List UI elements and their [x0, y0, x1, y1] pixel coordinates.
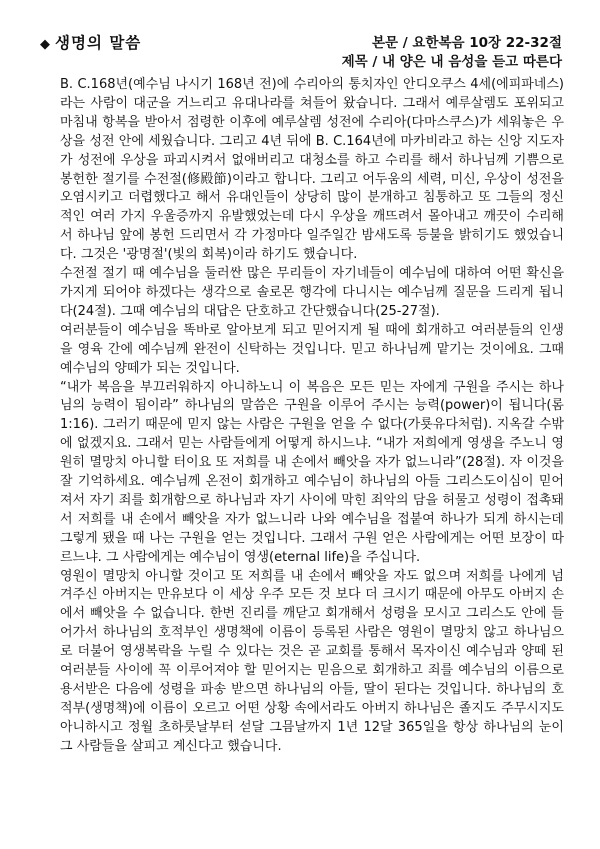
diamond-bullet-icon: ◆ [40, 37, 51, 52]
document-title [40, 31, 141, 53]
paragraph: B. C.168년(예수님 나시기 168년 전)에 수리아의 통치자인 안디오쿠스 4세(에피파네스)라는 사람이 대군을 거느리고 유대나라를 쳐들어 왔습니다. 그래서 예루살렘도 포위되고 마침내 항복을 받아서 점령한 이후에 예루살렘 성전에 수리아(다마스쿠스)가 세워놓은 우상을 성전 안에 세웠습니다. 그리고 4년 뒤에 B. C.164년에 마카비라고 하는 신앙 지도자가 성전에 우상을 파괴시켜서 없애버리고 대청소를 하고 수리를 해서 하나님께 기쁨으로 봉헌한 절기를 수전절(修殿節)이라고 합니다. 그리고 어두움의 세력, 미신, 우상이 성전을 오염시키고 더렵했다고 해서 유대인들이 상당히 많이 분개하고 침통하고 또 그들의 정신적인 여러 가지 우울증까지 유발했었는데 다시 우상을 깨뜨려서 몰아내고 깨끗이 수리해서 하나님 앞에 봉헌 드리면서 각 가정마다 일주일간 밤새도록 등불을 밝히기도 했었습니다. 그것은 '광명절'(빛의 회복)이라 하기도 했습니다. [60, 77, 564, 263]
sermon-subtitle: 제목 / 내 양은 내 음성을 듣고 따른다 [341, 54, 562, 70]
paragraph: 수전절 절기 때 예수님을 둘러싼 많은 무리들이 자기네들이 예수님에 대하여 어떤 확신을 가지게 되어야 하겠다는 생각으로 솔로몬 행각에 다니시는 예수님께 질문을 드리게 됩니다(24절). 그때 예수님의 대답은 단호하고 간단했습니다(25-27절). [60, 266, 564, 319]
title-text: 생명의 말씀 [55, 34, 142, 52]
paragraph: “내가 복음을 부끄러워하지 아니하노니 이 복음은 모든 믿는 자에게 구원을 주시는 하나님의 능력이 됨이라” 하나님의 말씀은 구원을 이루어 주시는 능력(power)이 됩니다(롬1:16). 그러기 때문에 믿지 않는 사람은 구원을 얻을 수 없다(가룟유다처럼). 지옥갈 수밖에 없겠지요. 그래서 믿는 사람들에게 어떻게 하시느냐. “내가 저희에게 영생을 주노니 영원히 멸망치 아니할 터이요 또 저희를 내 손에서 빼앗을 자가 없느니라”(28절). 자 이것을 잘 기억하세요. 예수님께 온전이 회개하고 예수님이 하나님의 아들 그리스도이심이 믿어져서 자기 죄를 회개함으로 하나님과 자기 사이에 막힌 죄악의 담을 허물고 성령이 접촉돼서 저희를 내 손에서 빼앗을 자가 없느니라 나와 예수님을 접붙여 하나가 되게 하시는데 그렇게 됐을 때 나는 구원을 얻는 것입니다. 그래서 구원 얻은 사람에게는 어떤 보장이 따르느냐. 그 사람에게는 예수님이 영생(eternal life)을 주십니다. [60, 379, 564, 565]
paragraph: 영원이 멸망치 아니할 것이고 또 저희를 내 손에서 빼앗을 자도 없으며 저희를 나에게 넘겨주신 아버지는 만유보다 이 세상 우주 모든 것 보다 더 크시기 때문에 아무도 아버지 손에서 빼앗을 수 없습니다. 한번 진리를 깨닫고 회개해서 성령을 모시고 그리스도 안에 들어가서 하나님의 호적부인 생명책에 이름이 등록된 사람은 영원이 멸망치 않고 하나님으로 더불어 영생복락을 누릴 수 있다는 것은 곧 교회를 통해서 목자이신 예수님과 양떼 된 여러분들 사이에 꼭 이루어져야 할 믿어지는 믿음으로 회개하고 죄를 예수님의 이름으로 용서받은 다음에 성령을 파송 받으면 하나님의 아들, 딸이 된다는 것입니다. 하나님의 호적부(생명책)에 이름이 오르고 어떤 상황 속에서라도 아버지 하나님은 졸지도 주무시지도 아니하시고 정월 초하룻날부터 섣달 그믐날까지 1년 12달 365일을 항상 하나님의 눈이 그 사람들을 살피고 계신다고 했습니다. [60, 568, 564, 754]
sermon-body [60, 76, 564, 757]
paragraph: 여러분들이 예수님을 똑바로 알아보게 되고 믿어지게 될 때에 회개하고 여러분들의 인생을 영육 간에 예수님께 완전이 신탁하는 것입니다. 믿고 하나님께 맡기는 것이에요. 그때 예수님의 양떼가 되는 것입니다. [60, 322, 564, 376]
scripture-reference: 본문 / 요한복음 10장 22-32절 [371, 35, 562, 51]
